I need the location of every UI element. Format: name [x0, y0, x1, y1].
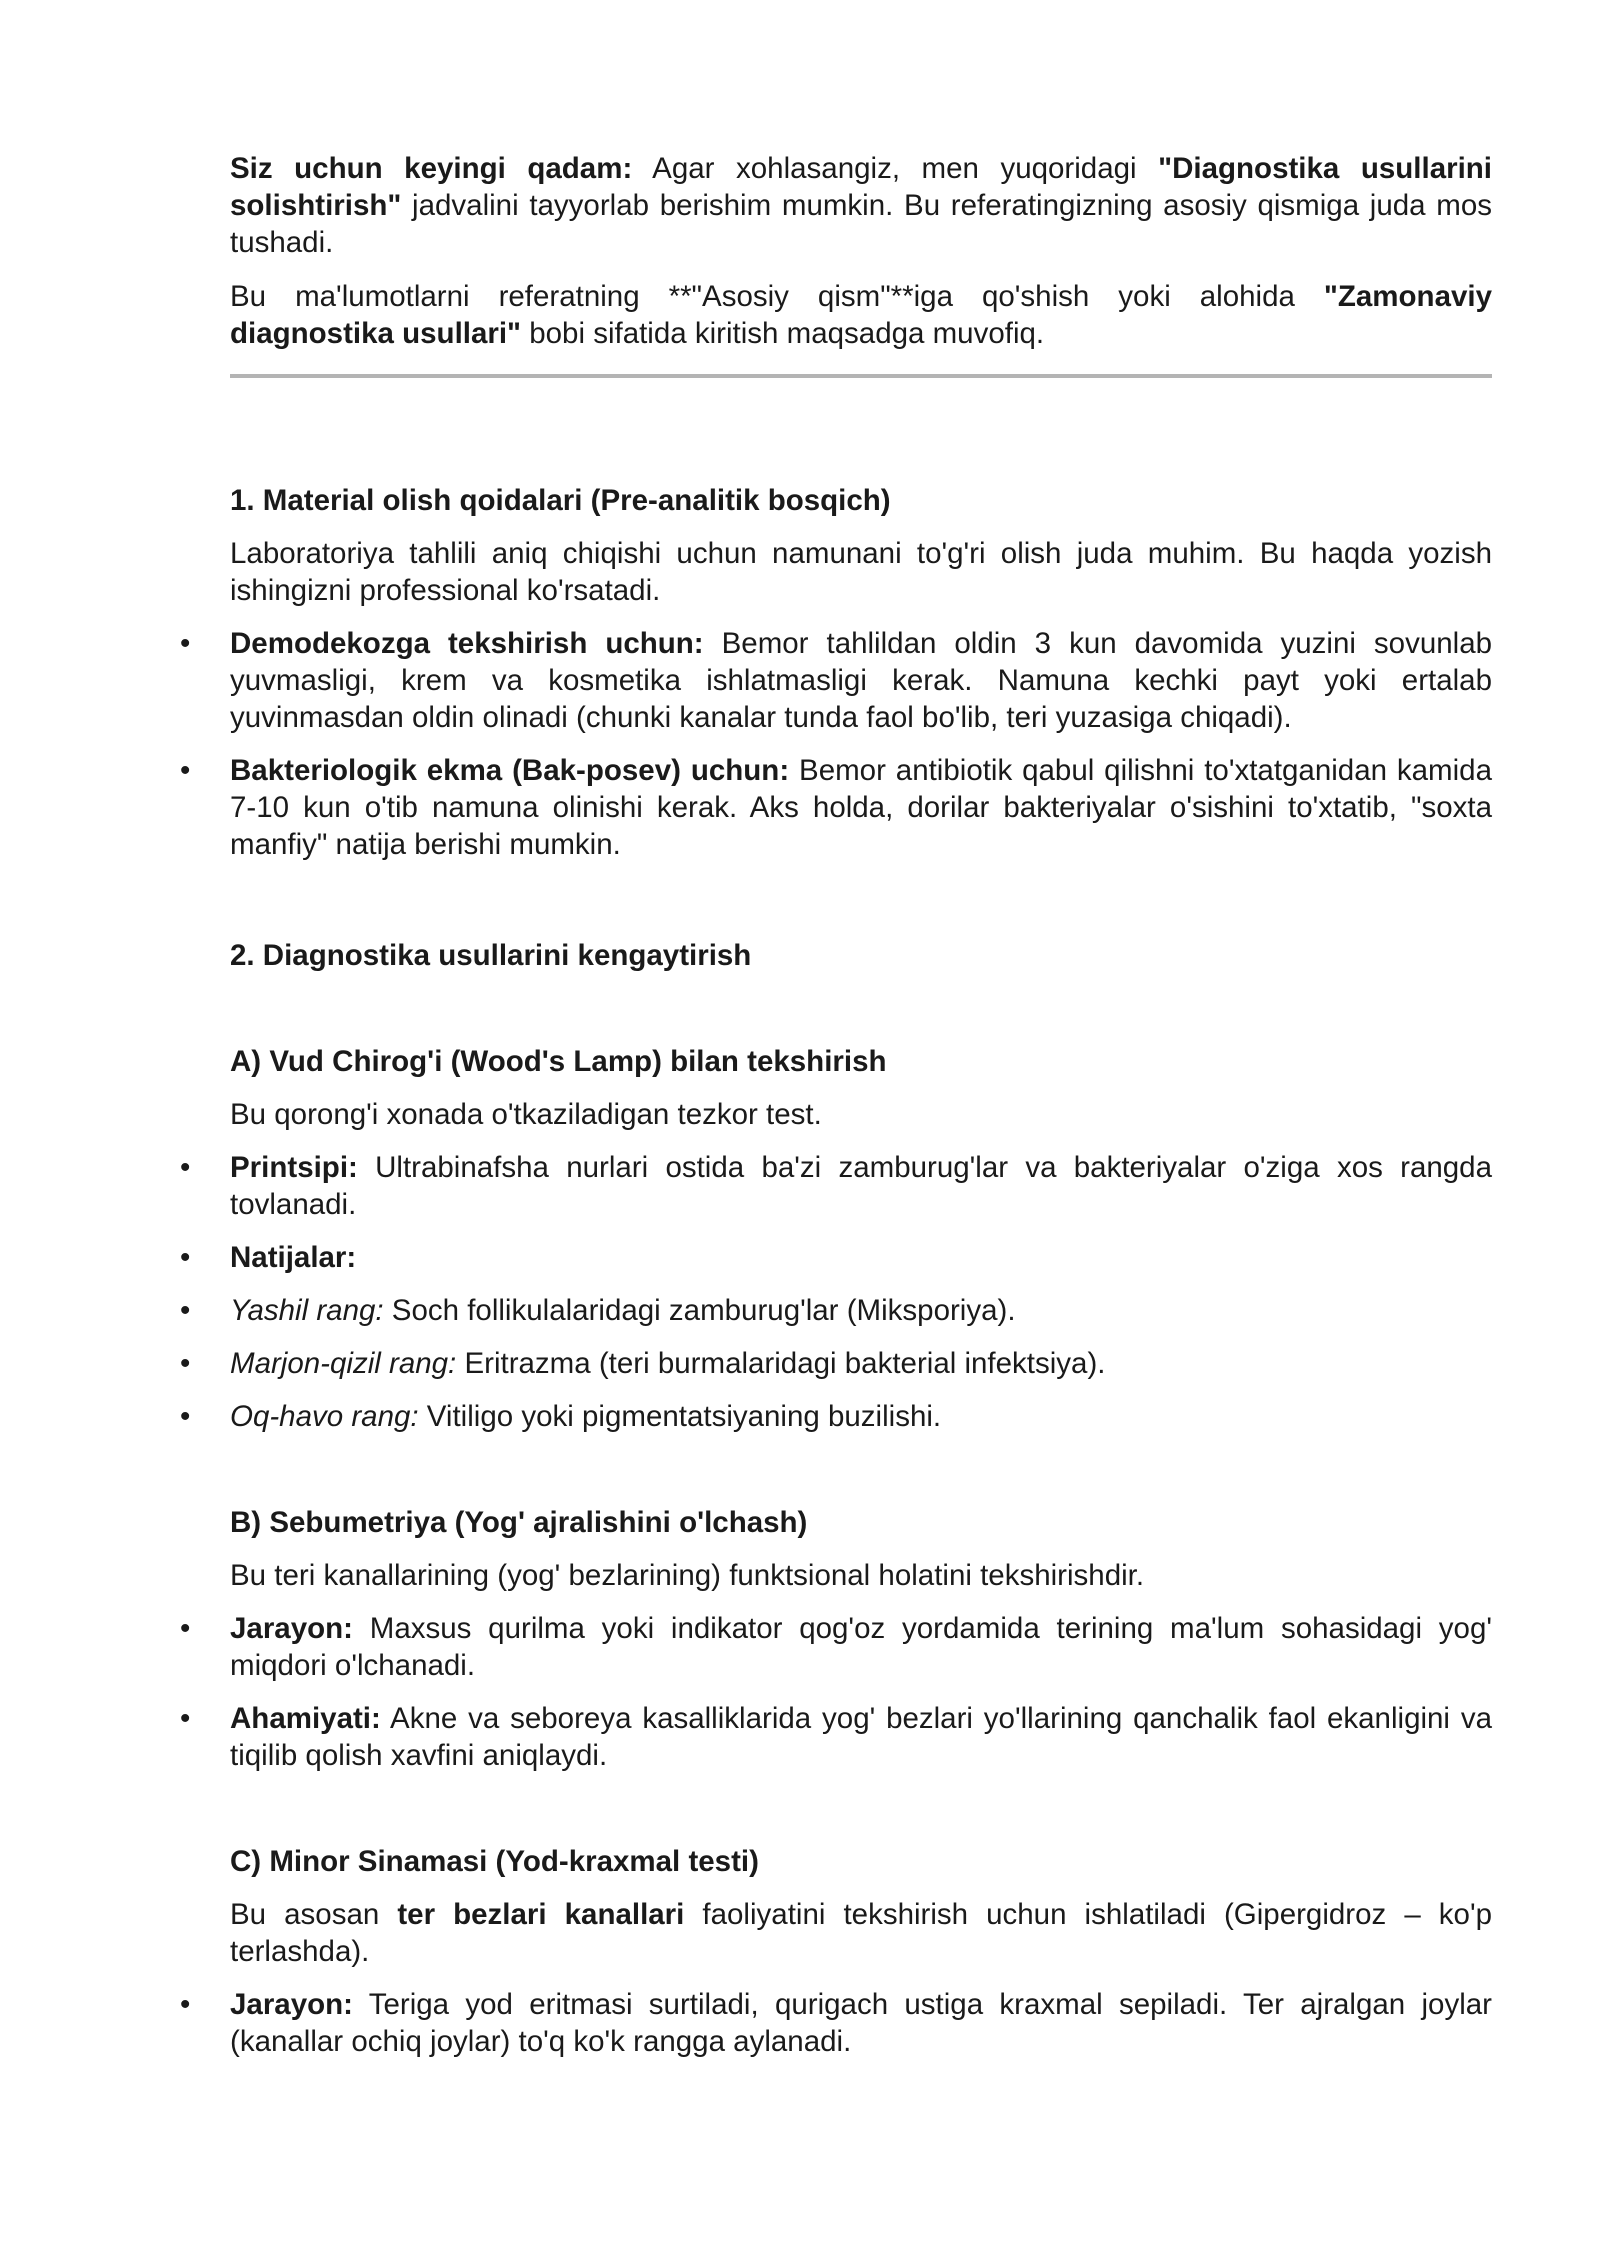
item-label: Demodekozga tekshirish uchun: [230, 627, 704, 660]
bullet-list [230, 1149, 1492, 1435]
list-item [230, 1345, 1492, 1382]
subsection-lead: Bu teri kanallarining (yog' bezlarining) funktsional holatini tekshirishdir. [230, 1559, 1145, 1592]
placement-paragraph [230, 278, 1492, 352]
item-label: Jarayon: [230, 1988, 353, 2021]
item-label: Bakteriologik ekma (Bak-posev) uchun: [230, 754, 790, 787]
item-label: Natijalar: [230, 1241, 357, 1274]
bullet-list [230, 1986, 1492, 2060]
item-label: Ahamiyati: [230, 1702, 381, 1735]
document-page [230, 150, 1492, 2060]
subsection-heading: B) Sebumetriya (Yog' ajralishini o'lchash) [230, 1506, 808, 1539]
item-label: Printsipi: [230, 1151, 358, 1184]
subsection-lead: Bu qorong'i xonada o'tkaziladigan tezkor test. [230, 1098, 822, 1131]
item-text: Bemor tahlildan oldin 3 kun davomida yuzini sovunlab yuvmasligi, krem va kosmetika ishlatmasligi kerak. Namuna kechki payt yoki ertalab yuvinmasdan oldin olinadi (chunki kanalar tunda faol bo'lib, teri yuzasiga chiqadi). [230, 627, 1493, 734]
bullet-list [230, 1610, 1492, 1774]
item-text: Soch follikulalaridagi zamburug'lar (Miksporiya). [383, 1294, 1016, 1327]
list-item [230, 1398, 1492, 1435]
subsection-heading: A) Vud Chirog'i (Wood's Lamp) bilan tekshirish [230, 1045, 887, 1078]
item-text: Teriga yod eritmasi surtiladi, qurigach ustiga kraxmal sepiladi. Ter ajralgan joylar (kanallar ochiq joylar) to'q ko'k rangga aylanadi. [230, 1988, 1492, 2058]
item-label: Jarayon: [230, 1612, 353, 1645]
text: Bu asosan [230, 1898, 398, 1931]
item-text: Ultrabinafsha nurlari ostida ba'zi zamburug'lar va bakteriyalar o'ziga xos rangda tovlanadi. [230, 1151, 1492, 1221]
section-lead: Laboratoriya tahlili aniq chiqishi uchun namunani to'g'ri olish juda muhim. Bu haqda yozish ishingizni professional ko'rsatadi. [230, 537, 1492, 607]
section-heading: 2. Diagnostika usullarini kengaytirish [230, 939, 752, 972]
item-label: Oq-havo rang: [230, 1400, 419, 1433]
item-label: Marjon-qizil rang: [230, 1347, 457, 1380]
section-heading: 1. Material olish qoidalari (Pre-analitik bosqich) [230, 484, 891, 517]
list-item [230, 1986, 1492, 2060]
text: jadvalini tayyorlab berishim mumkin. Bu referatingizning asosiy qismiga juda mos tushadi. [230, 189, 1492, 259]
list-item [230, 1292, 1492, 1329]
item-text: Vitiligo yoki pigmentatsiyaning buzilishi. [418, 1400, 942, 1433]
text: bobi sifatida kiritish maqsadga muvofiq. [521, 317, 1045, 350]
next-step-label: Siz uchun keyingi qadam: [230, 152, 633, 185]
subsection-heading: C) Minor Sinamasi (Yod-kraxmal testi) [230, 1845, 759, 1878]
list-item [230, 625, 1492, 736]
list-item [230, 752, 1492, 863]
horizontal-divider [230, 374, 1492, 378]
item-label: Yashil rang: [230, 1294, 384, 1327]
list-item [230, 1149, 1492, 1223]
item-text: Maxsus qurilma yoki indikator qog'oz yordamida terining ma'lum sohasidagi yog' miqdori o'lchanadi. [230, 1612, 1492, 1682]
list-item [230, 1610, 1492, 1684]
text: Agar xohlasangiz, men yuqoridagi [632, 152, 1159, 185]
bullet-list [230, 625, 1492, 863]
text: Bu ma'lumotlarni referatning **"Asosiy qism"**iga qo'shish yoki alohida [230, 280, 1324, 313]
emphasis: ter bezlari kanallari [397, 1898, 685, 1931]
chapter-title: "Zamonaviy diagnostika usullari" [230, 280, 1492, 350]
item-text: Bemor antibiotik qabul qilishni to'xtatganidan kamida 7-10 kun o'tib namuna olinishi kerak. Aks holda, dorilar bakteriyalar o'sishini to'xtatib, "soxta manfiy" natija berishi mumkin. [230, 754, 1492, 861]
item-text: Eritrazma (teri burmalaridagi bakterial infektsiya). [456, 1347, 1106, 1380]
subsection-lead [230, 1896, 1492, 1970]
next-step-paragraph [230, 150, 1492, 261]
text: faoliyatini tekshirish uchun ishlatiladi (Gipergidroz – ko'p terlashda). [230, 1898, 1492, 1968]
item-text: Akne va seboreya kasalliklarida yog' bezlari yo'llarining qanchalik faol ekanligini va tiqilib qolish xavfini aniqlaydi. [230, 1702, 1492, 1772]
list-item [230, 1239, 1492, 1276]
list-item [230, 1700, 1492, 1774]
comparison-table-title: "Diagnostika usullarini solishtirish" [230, 152, 1492, 222]
